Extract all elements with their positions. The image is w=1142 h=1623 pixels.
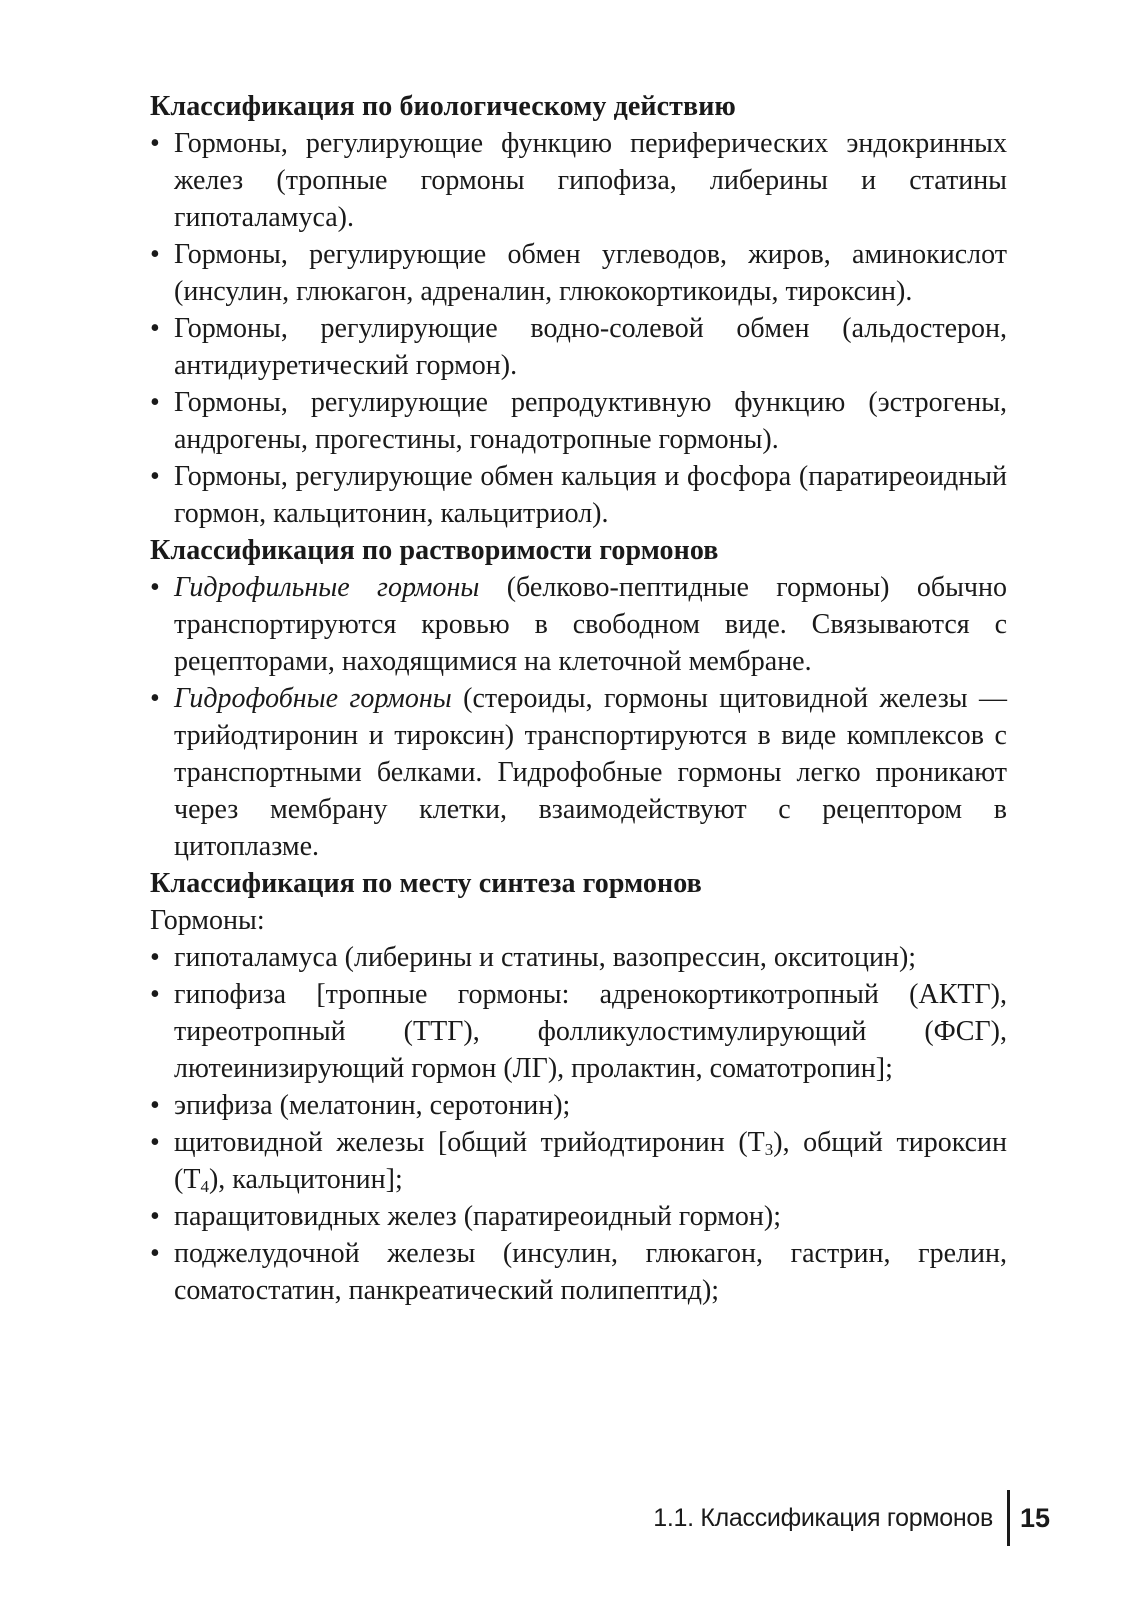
list-item: • щитовидной железы [общий трийодтиронин $(Т_3)$, общий тироксин $(Т_4)$, кальцитонин]; — [150, 1124, 1007, 1198]
bullet-icon: • — [150, 1127, 160, 1158]
section-heading-synthesis: Классификация по месту синтеза гормонов — [150, 868, 702, 899]
list-item: • гипофиза [тропные гормоны: адренокортикотропный (АКТГ), тиреотропный (ТТГ), фолликулостимулирующий (ФСГ), лютеинизирующий гормон (ЛГ), пролактин, соматотропин]; — [150, 976, 1007, 1087]
bullet-icon: • — [150, 387, 160, 418]
bullet-icon: • — [150, 979, 160, 1010]
term-hydrophobic: Гидрофобные гормоны — [174, 683, 452, 714]
list-item: • Гидрофильные гормоны (белково-пептидные гормоны) обычно транспортируются кровью в свободном виде. Связываются с рецепторами, находящимися на клеточной мембране. — [150, 569, 1007, 680]
bullet-icon: • — [150, 1090, 160, 1121]
bullet-icon: • — [150, 572, 160, 603]
list-biological — [150, 125, 1007, 532]
bullet-icon: • — [150, 239, 160, 270]
list-item: • поджелудочной железы (инсулин, глюкагон, гастрин, грелин, соматостатин, панкреатический полипептид); — [150, 1235, 1007, 1309]
bullet-icon: • — [150, 1238, 160, 1269]
list-item: • Гормоны, регулирующие обмен углеводов, жиров, аминокислот (инсулин, глюкагон, адреналин, глюкокортикоиды, тироксин). — [150, 236, 1007, 310]
list-item: • эпифиза (мелатонин, серотонин); — [150, 1087, 1007, 1124]
footer-divider — [1007, 1490, 1010, 1546]
section-intro: Гормоны: — [150, 905, 265, 936]
list-item: • Гормоны, регулирующие функцию периферических эндокринных желез (тропные гормоны гипофиза, либерины и статины гипоталамуса). — [150, 125, 1007, 236]
page-footer — [653, 1490, 1050, 1546]
bullet-icon: • — [150, 942, 160, 973]
bullet-icon: • — [150, 1201, 160, 1232]
list-item: • Гормоны, регулирующие обмен кальция и фосфора (паратиреоидный гормон, кальцитонин, кальцитриол). — [150, 458, 1007, 532]
list-solubility — [150, 569, 1007, 865]
list-item: • Гидрофобные гормоны (стероиды, гормоны щитовидной железы — трийодтиронин и тироксин) транспортируются в виде комплексов с транспортными белками. Гидрофобные гормоны легко проникают через мембрану клетки, взаимодействуют с рецептором в цитоплазме. — [150, 680, 1007, 865]
bullet-icon: • — [150, 128, 160, 159]
page-body — [150, 88, 1007, 1309]
list-item: • Гормоны, регулирующие водно-солевой обмен (альдостерон, антидиуретический гормон). — [150, 310, 1007, 384]
section-heading-biological: Классификация по биологическому действию — [150, 91, 736, 122]
term-hydrophilic: Гидрофильные гормоны — [174, 572, 480, 603]
list-synthesis — [150, 939, 1007, 1309]
list-item: • Гормоны, регулирующие репродуктивную функцию (эстрогены, андрогены, прогестины, гонадотропные гормоны). — [150, 384, 1007, 458]
bullet-icon: • — [150, 683, 160, 714]
list-item: • гипоталамуса (либерины и статины, вазопрессин, окситоцин); — [150, 939, 1007, 976]
running-footer-title: 1.1. Классификация гормонов — [653, 1503, 993, 1532]
bullet-icon: • — [150, 313, 160, 344]
page-number: 15 — [1019, 1502, 1050, 1533]
list-item: • паращитовидных желез (паратиреоидный гормон); — [150, 1198, 1007, 1235]
section-heading-solubility: Классификация по растворимости гормонов — [150, 535, 719, 566]
bullet-icon: • — [150, 461, 160, 492]
